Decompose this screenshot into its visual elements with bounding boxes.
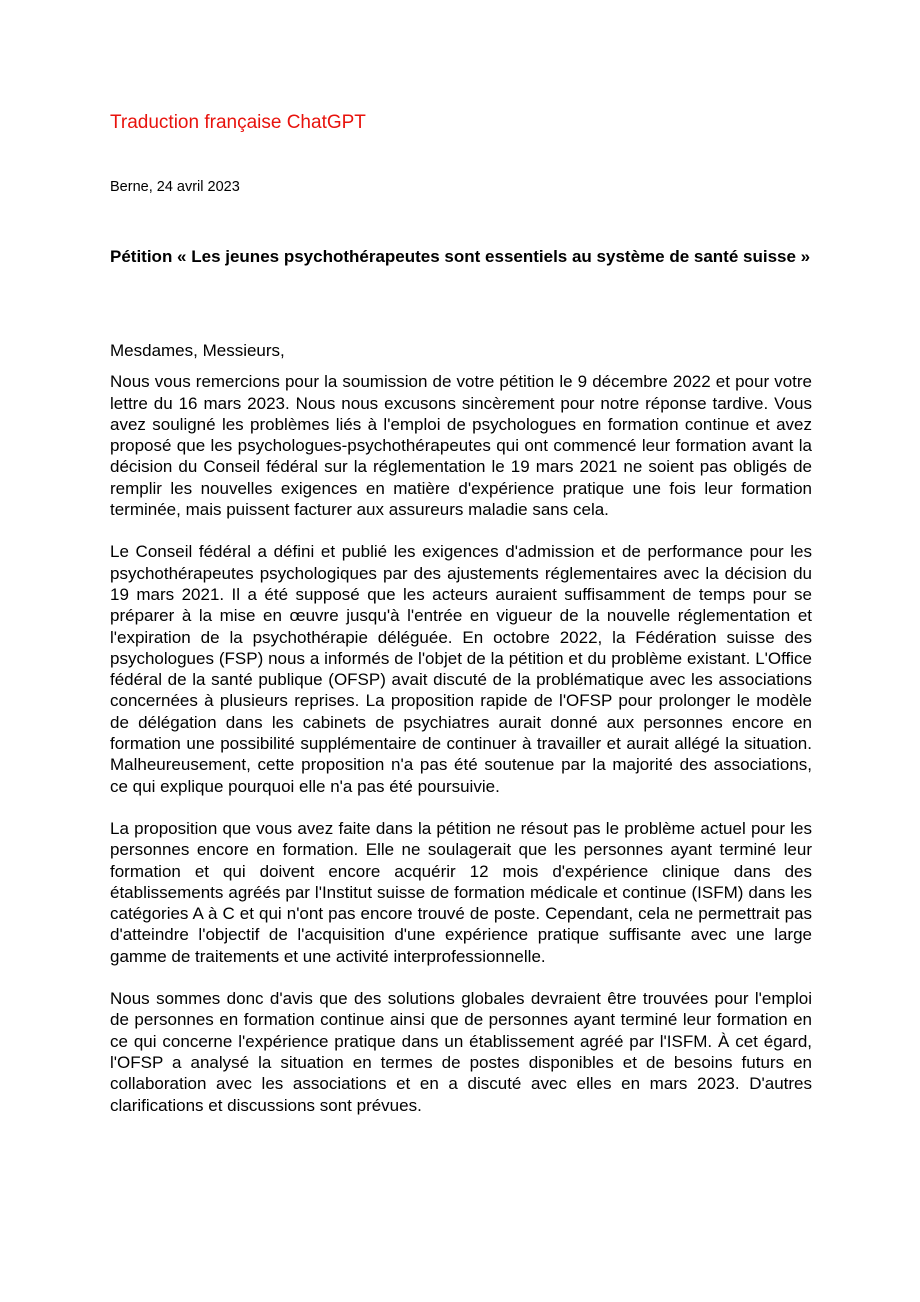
salutation: Mesdames, Messieurs,	[110, 341, 285, 360]
paragraph: La proposition que vous avez faite dans la pétition ne résout pas le problème actuel pour les personnes encore en formation. Elle ne soulagerait que les personnes ayant terminé leur formation et qui doivent encore acquérir 12 mois d'expérience clinique dans des établissements agréés par l'Institut suisse de formation médicale et continue (ISFM) dans les catégories A à C et qui n'ont pas encore trouvé de poste. Cependant, cela ne permettrait pas d'atteindre l'objectif de l'acquisition d'une expérience pratique suffisante avec une large gamme de traitements et une activité interprofessionnelle.	[110, 818, 812, 966]
place-date: Berne, 24 avril 2023	[110, 179, 240, 195]
letter-body	[110, 340, 812, 1137]
paragraph: Nous vous remercions pour la soumission de votre pétition le 9 décembre 2022 et pour votre lettre du 16 mars 2023. Nous nous excusons sincèrement pour notre réponse tardive. Vous avez souligné les problèmes liés à l'emploi de psychologues en formation continue et avez proposé que les psychologues-psychothérapeutes qui ont commencé leur formation avant la décision du Conseil fédéral sur la réglementation le 19 mars 2021 ne soient pas obligés de remplir les nouvelles exigences en matière d'expérience pratique une fois leur formation terminée, mais puissent facturer aux assureurs maladie sans cela.	[110, 372, 812, 520]
translation-note: Traduction française ChatGPT	[110, 112, 366, 133]
letter-subject: Pétition « Les jeunes psychothérapeutes sont essentiels au système de santé suisse »	[110, 247, 811, 266]
paragraph: Nous sommes donc d'avis que des solutions globales devraient être trouvées pour l'emploi de personnes en formation continue ainsi que de personnes ayant terminé leur formation en ce qui concerne l'expérience pratique dans un établissement agréé par l'ISFM. À cet égard, l'OFSP a analysé la situation en termes de postes disponibles et de besoins futurs en collaboration avec les associations et en a discuté avec elles en mars 2023. D'autres clarifications et discussions sont prévues.	[110, 989, 812, 1115]
paragraph: Le Conseil fédéral a défini et publié les exigences d'admission et de performance pour les psychothérapeutes psychologiques par des ajustements réglementaires avec la décision du 19 mars 2021. Il a été supposé que les acteurs auraient suffisamment de temps pour se préparer à la mise en œuvre jusqu'à l'entrée en vigueur de la nouvelle réglementation et l'expiration de la psychothérapie déléguée. En octobre 2022, la Fédération suisse des psychologues (FSP) nous a informés de l'objet de la pétition et du problème existant. L'Office fédéral de la santé publique (OFSP) avait discuté de la problématique avec les associations concernées à plusieurs reprises. La proposition rapide de l'OFSP pour prolonger le modèle de délégation dans les cabinets de psychiatres aurait donné aux personnes encore en formation une possibilité supplémentaire de continuer à travailler et aurait allégé la situation. Malheureusement, cette proposition n'a pas été soutenue par la majorité des associations, ce qui explique pourquoi elle n'a pas été poursuivie.	[110, 542, 812, 796]
